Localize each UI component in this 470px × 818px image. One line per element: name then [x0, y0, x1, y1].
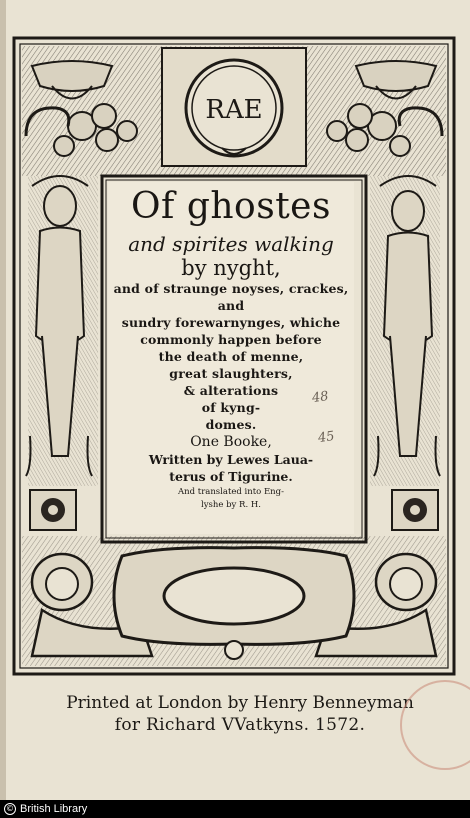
page-binding-edge	[0, 0, 6, 800]
author-line: Written by Lewes Laua-	[148, 452, 314, 467]
imprint	[60, 692, 420, 736]
title-line: One Booke,	[190, 434, 272, 450]
title-line: Of ghostes	[131, 186, 331, 227]
title-line: the death of menne,	[158, 349, 304, 364]
imprint-line: Printed at London by Henry Benneyman	[66, 693, 414, 713]
marginal-note: 48	[311, 388, 330, 407]
title-line: & alterations	[183, 383, 279, 398]
translator-line: And translated into Eng-	[178, 487, 284, 497]
title-line: of kyng-	[201, 400, 261, 415]
credit-text: British Library	[20, 803, 88, 815]
credit-bar	[0, 800, 470, 818]
title-line: by nyght,	[181, 256, 281, 280]
title-line: and spirites walking	[128, 232, 334, 256]
title-line: commonly happen before	[140, 332, 322, 347]
title-text-panel	[108, 182, 354, 534]
translator-line: lyshe by R. H.	[201, 500, 261, 510]
title-line: domes.	[205, 417, 257, 432]
marginal-note: 45	[317, 428, 336, 447]
title-line: great slaughters,	[169, 366, 293, 381]
copyright-icon: ©	[6, 804, 14, 813]
title-line: and of straunge noyses, crackes, and	[113, 281, 349, 313]
imprint-line: for Richard VVatkyns. 1572.	[114, 715, 366, 735]
author-line: terus of Tigurine.	[169, 469, 293, 484]
title-line: sundry forewarnynges, whiche	[121, 315, 341, 330]
monogram-text: RAE	[205, 95, 263, 125]
